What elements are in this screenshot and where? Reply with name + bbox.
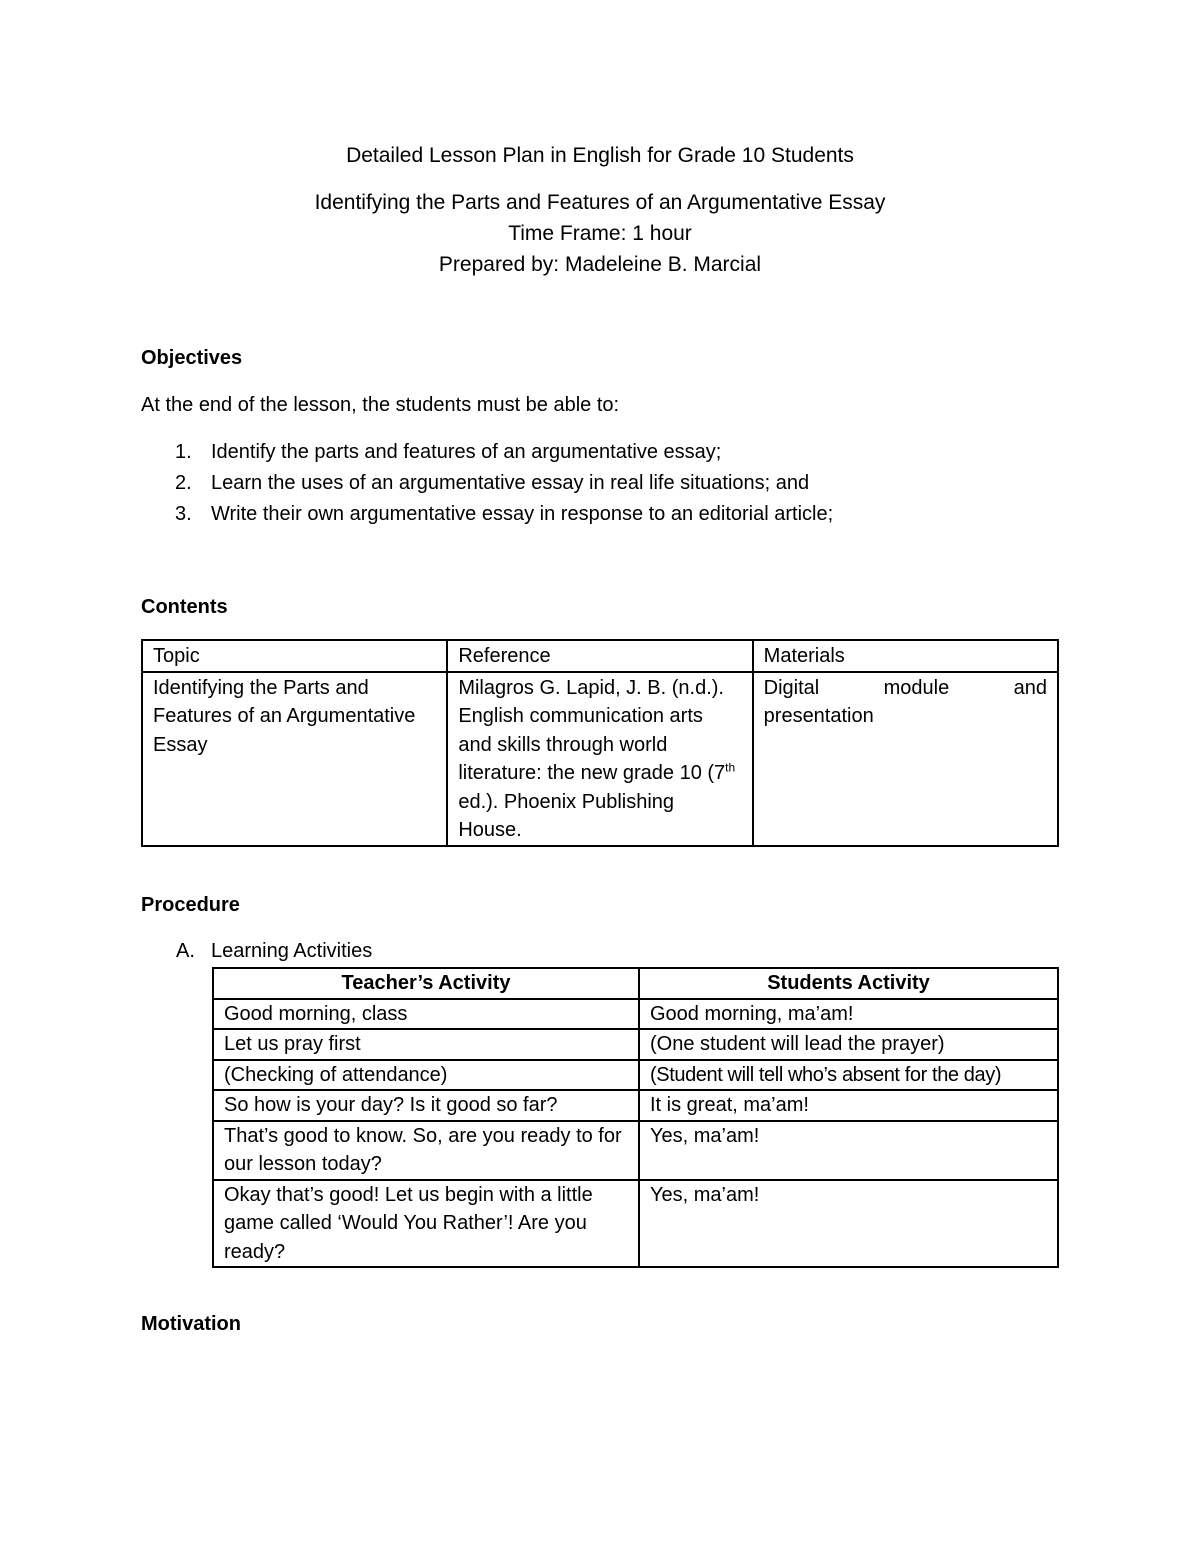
list-item-text: Identify the parts and features of an argumentative essay;: [211, 441, 722, 463]
list-item: [141, 470, 833, 501]
time-frame: Time Frame: 1 hour: [508, 222, 692, 245]
materials-word: and: [1013, 676, 1047, 699]
activities-table: [212, 967, 1059, 1268]
list-item-number: 3.: [175, 503, 192, 525]
sub-heading-title: Learning Activities: [211, 940, 373, 962]
contents-table: [141, 639, 1059, 847]
reference-text: Milagros G. Lapid, J. B. (n.d.). English communication arts and skills through world literature: the new grade 10 (7: [458, 676, 726, 784]
topic-text: Identifying the Parts and Features of an Argumentative Essay: [153, 676, 416, 756]
column-header-topic: Topic: [142, 640, 447, 672]
students-cell: (One student will lead the prayer): [639, 1029, 1058, 1060]
students-cell: Yes, ma’am!: [639, 1121, 1058, 1180]
table-row: [213, 1121, 1058, 1180]
lesson-subtitle: Identifying the Parts and Features of an Argumentative Essay: [314, 191, 886, 214]
objectives-intro: At the end of the lesson, the students must be able to:: [141, 394, 620, 416]
column-header-teacher: Teacher’s Activity: [213, 968, 639, 999]
motivation-heading: Motivation: [141, 1313, 241, 1335]
document-title: Detailed Lesson Plan in English for Grade 10 Students: [346, 144, 854, 167]
objectives-heading: Objectives: [141, 347, 243, 369]
teacher-cell: That’s good to know. So, are you ready to for our lesson today?: [213, 1121, 639, 1180]
learning-activities-heading: [176, 938, 372, 964]
teacher-cell: Good morning, class: [213, 999, 639, 1030]
reference-superscript: th: [725, 760, 736, 775]
teacher-cell: So how is your day? Is it good so far?: [213, 1090, 639, 1121]
teacher-cell: Let us pray first: [213, 1029, 639, 1060]
list-item-text: Write their own argumentative essay in response to an editorial article;: [211, 503, 834, 525]
teacher-cell: Okay that’s good! Let us begin with a little game called ‘Would You Rather’! Are you ready?: [213, 1180, 639, 1268]
students-cell: It is great, ma’am!: [639, 1090, 1058, 1121]
students-cell: (Student will tell who’s absent for the day): [639, 1060, 1058, 1091]
prepared-by: Prepared by: Madeleine B. Marcial: [438, 253, 762, 276]
list-item-number: 2.: [175, 472, 192, 494]
table-row: [213, 1090, 1058, 1121]
objectives-list: [141, 439, 833, 532]
reference-text-end: ed.). Phoenix Publishing House.: [458, 790, 675, 841]
procedure-heading: Procedure: [141, 894, 240, 916]
column-header-materials: Materials: [753, 640, 1058, 672]
students-cell: Good morning, ma’am!: [639, 999, 1058, 1030]
topic-cell: [142, 672, 447, 846]
materials-first-line: [764, 674, 1047, 703]
table-row: [213, 1029, 1058, 1060]
materials-word: Digital: [763, 676, 820, 699]
table-row: [213, 1180, 1058, 1268]
table-row: [213, 999, 1058, 1030]
students-cell: Yes, ma’am!: [639, 1180, 1058, 1268]
list-item: [141, 501, 833, 532]
sub-heading-letter: A.: [176, 940, 195, 962]
teacher-cell: (Checking of attendance): [213, 1060, 639, 1091]
list-item-text: Learn the uses of an argumentative essay in real life situations; and: [211, 472, 810, 494]
contents-heading: Contents: [141, 596, 228, 618]
table-row: [213, 1060, 1058, 1091]
column-header-students: Students Activity: [639, 968, 1058, 999]
column-header-reference: Reference: [447, 640, 752, 672]
list-item-number: 1.: [175, 441, 192, 463]
materials-word: module: [883, 676, 950, 699]
table-row: [142, 672, 1058, 846]
table-header-row: [142, 640, 1058, 672]
materials-cell: [753, 672, 1058, 846]
materials-second-line: presentation: [763, 705, 874, 727]
table-header-row: [213, 968, 1058, 999]
list-item: [141, 439, 833, 470]
reference-cell: [447, 672, 752, 846]
